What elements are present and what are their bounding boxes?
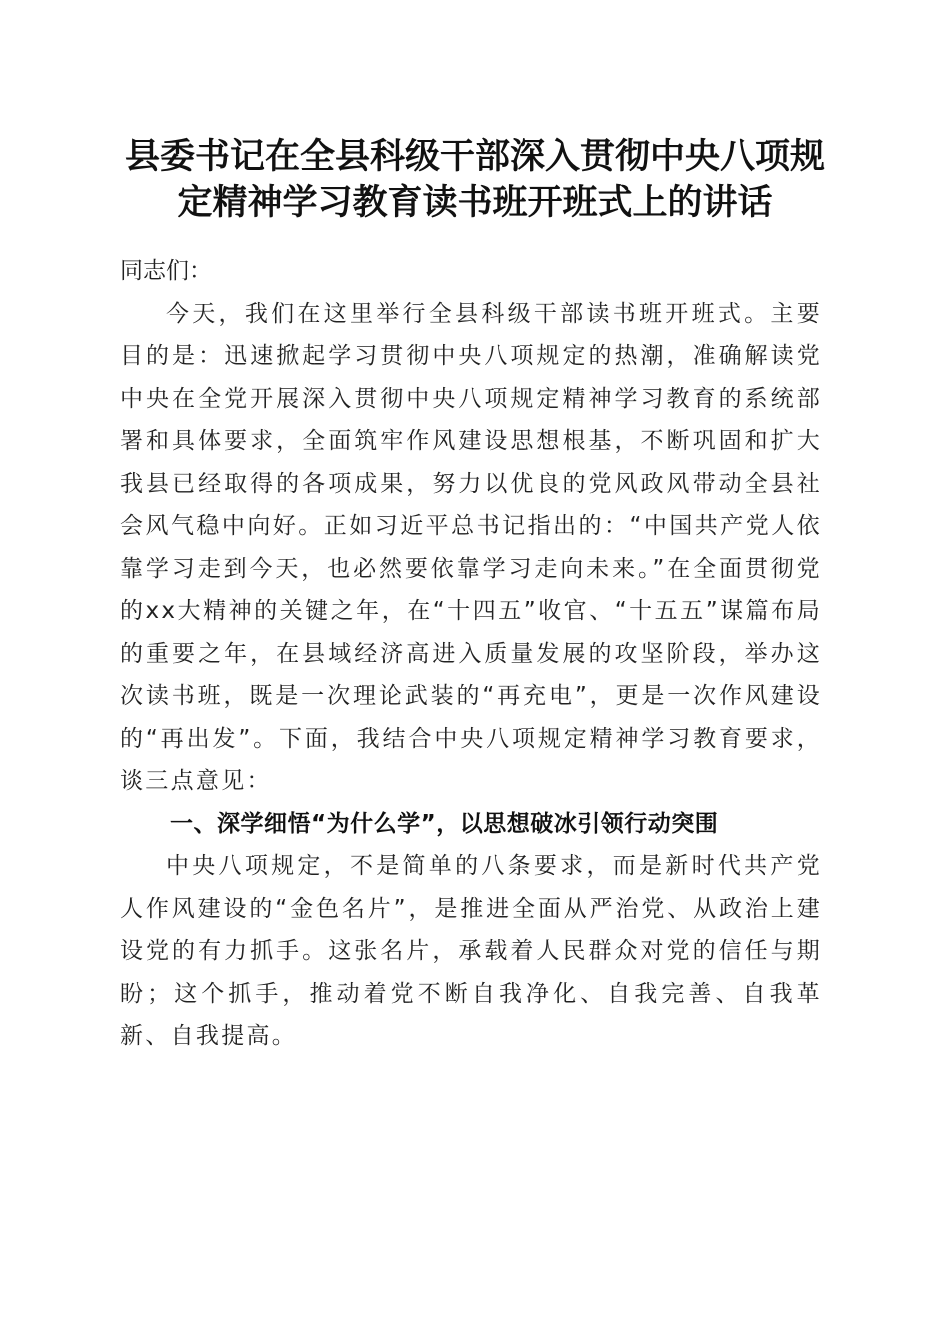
paragraph-section-1: 中央八项规定，不是简单的八条要求，而是新时代共产党人作风建设的“金色名片”，是推进全面从严治党、从政治上建设党的有力抓手。这张名片，承载着人民群众对党的信任与期盼；这个抓手，推动着党不断自我净化、自我完善、自我革新、自我提高。 [120,853,822,1049]
document-title [120,134,830,226]
document-body [120,250,822,1058]
title-line-1: 县委书记在全县科级干部深入贯彻中央八项规 [124,136,825,177]
title-line-2: 定精神学习教育读书班开班式上的讲话 [177,182,773,223]
section-heading-1: 一、深学细悟“为什么学”，以思想破冰引领行动突围 [170,810,719,837]
paragraph-intro: 今天，我们在这里举行全县科级干部读书班开班式。主要目的是：迅速掀起学习贯彻中央八项规定的热潮，准确解读党中央在全党开展深入贯彻中央八项规定精神学习教育的系统部署和具体要求，全面筑牢作风建设思想根基，不断巩固和扩大我县已经取得的各项成果，努力以优良的党风政风带动全县社会风气稳中向好。正如习近平总书记指出的：“中国共产党人依靠学习走到今天，也必然要依靠学习走向未来。”在全面贯彻党的xx大精神的关键之年，在“十四五”收官、“十五五”谋篇布局的重要之年，在县域经济高进入质量发展的攻坚阶段，举办这次读书班，既是一次理论武装的“再充电”，更是一次作风建设的“再出发”。下面，我结合中央八项规定精神学习教育要求，谈三点意见： [120,300,822,794]
salutation: 同志们： [120,258,212,284]
